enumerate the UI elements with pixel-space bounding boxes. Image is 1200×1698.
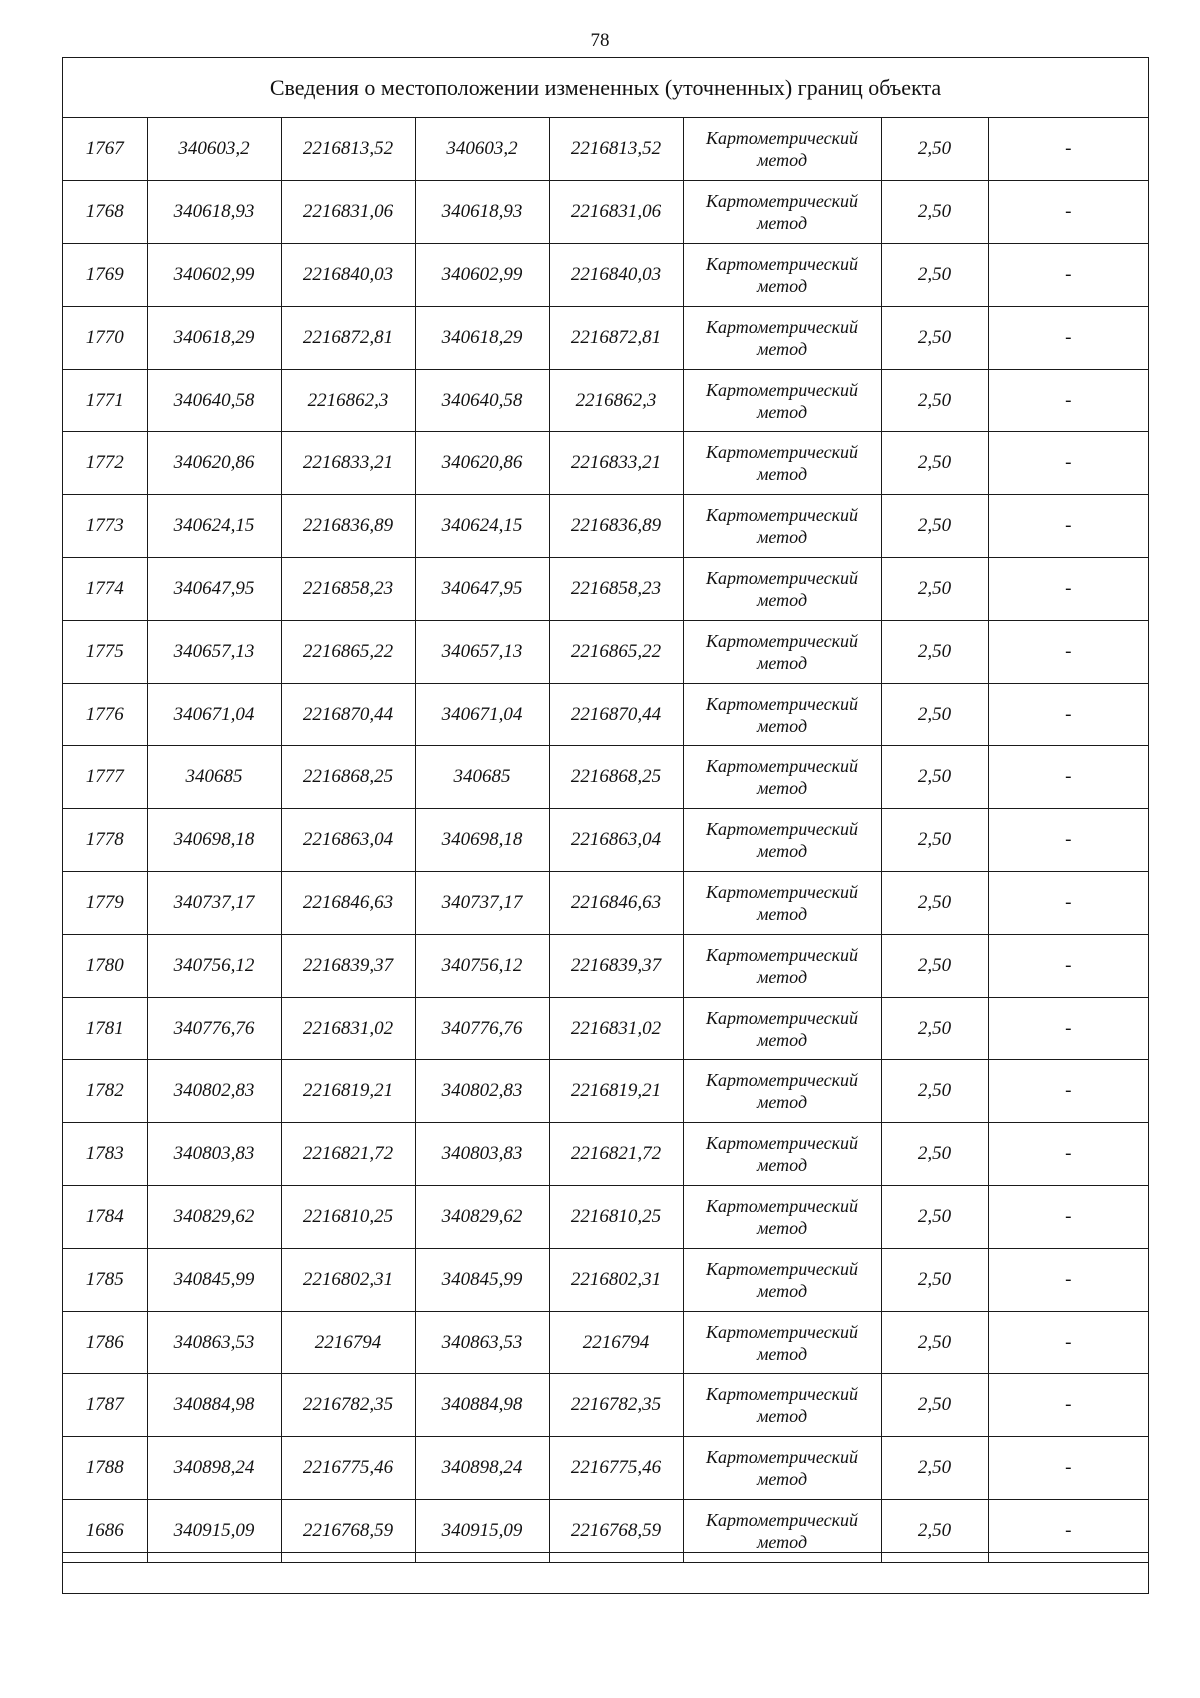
y-new-cell: 2216862,3 — [549, 369, 683, 432]
y-existing-cell: 2216846,63 — [281, 872, 415, 935]
y-new-cell: 2216819,21 — [549, 1060, 683, 1123]
method-cell — [683, 620, 881, 683]
point-number-cell: 1776 — [63, 683, 147, 746]
accuracy-cell: 2,50 — [881, 118, 988, 181]
method-cell — [683, 746, 881, 809]
x-existing-cell: 340657,13 — [147, 620, 281, 683]
y-new-cell: 2216794 — [549, 1311, 683, 1374]
point-number-cell: 1785 — [63, 1248, 147, 1311]
note-cell: - — [988, 1374, 1148, 1437]
table-body — [63, 118, 1148, 1562]
method-line-1: Картометрический — [705, 944, 858, 965]
method-line-1: Картометрический — [705, 191, 858, 212]
x-existing-cell: 340829,62 — [147, 1186, 281, 1249]
x-new-cell: 340829,62 — [415, 1186, 549, 1249]
method-cell — [683, 1060, 881, 1123]
table-row — [63, 558, 1148, 621]
method-cell — [683, 558, 881, 621]
method-line-2: метод — [756, 1092, 808, 1113]
point-number-cell: 1773 — [63, 495, 147, 558]
note-cell: - — [988, 1123, 1148, 1186]
point-number-cell: 1783 — [63, 1123, 147, 1186]
method-line-2: метод — [756, 589, 808, 610]
method-line-2: метод — [756, 1029, 808, 1050]
table-row — [63, 1248, 1148, 1311]
point-number-cell: 1782 — [63, 1060, 147, 1123]
x-existing-cell: 340756,12 — [147, 934, 281, 997]
y-new-cell: 2216831,02 — [549, 997, 683, 1060]
method-line-2: метод — [756, 841, 808, 862]
x-existing-cell: 340647,95 — [147, 558, 281, 621]
table-row — [63, 1437, 1148, 1500]
x-existing-cell: 340602,99 — [147, 244, 281, 307]
y-new-cell: 2216802,31 — [549, 1248, 683, 1311]
y-new-cell: 2216839,37 — [549, 934, 683, 997]
y-existing-cell: 2216821,72 — [281, 1123, 415, 1186]
coordinates-table — [63, 118, 1148, 1563]
x-new-cell: 340647,95 — [415, 558, 549, 621]
y-new-cell: 2216858,23 — [549, 558, 683, 621]
accuracy-cell: 2,50 — [881, 1311, 988, 1374]
x-new-cell: 340618,93 — [415, 181, 549, 244]
y-existing-cell: 2216810,25 — [281, 1186, 415, 1249]
y-new-cell: 2216813,52 — [549, 118, 683, 181]
x-existing-cell: 340845,99 — [147, 1248, 281, 1311]
y-existing-cell: 2216833,21 — [281, 432, 415, 495]
method-line-1: Картометрический — [705, 253, 858, 274]
x-new-cell: 340698,18 — [415, 809, 549, 872]
point-number-cell: 1784 — [63, 1186, 147, 1249]
note-cell: - — [988, 306, 1148, 369]
accuracy-cell: 2,50 — [881, 432, 988, 495]
point-number-cell: 1770 — [63, 306, 147, 369]
accuracy-cell: 2,50 — [881, 683, 988, 746]
method-line-2: метод — [756, 150, 808, 171]
accuracy-cell: 2,50 — [881, 809, 988, 872]
method-cell — [683, 181, 881, 244]
table-row — [63, 244, 1148, 307]
x-existing-cell: 340737,17 — [147, 872, 281, 935]
method-cell — [683, 934, 881, 997]
x-existing-cell: 340671,04 — [147, 683, 281, 746]
note-cell: - — [988, 746, 1148, 809]
y-existing-cell: 2216831,06 — [281, 181, 415, 244]
method-cell — [683, 1248, 881, 1311]
note-cell: - — [988, 181, 1148, 244]
note-cell: - — [988, 934, 1148, 997]
x-existing-cell: 340884,98 — [147, 1374, 281, 1437]
note-cell: - — [988, 244, 1148, 307]
y-new-cell: 2216810,25 — [549, 1186, 683, 1249]
method-line-1: Картометрический — [705, 1447, 858, 1468]
x-existing-cell: 340618,93 — [147, 181, 281, 244]
point-number-cell: 1772 — [63, 432, 147, 495]
method-line-2: метод — [756, 1217, 808, 1238]
method-cell — [683, 1374, 881, 1437]
y-existing-cell: 2216802,31 — [281, 1248, 415, 1311]
x-new-cell: 340685 — [415, 746, 549, 809]
point-number-cell: 1788 — [63, 1437, 147, 1500]
point-number-cell: 1775 — [63, 620, 147, 683]
x-new-cell: 340737,17 — [415, 872, 549, 935]
y-existing-cell: 2216794 — [281, 1311, 415, 1374]
method-cell — [683, 1186, 881, 1249]
table-row — [63, 181, 1148, 244]
x-new-cell: 340898,24 — [415, 1437, 549, 1500]
y-new-cell: 2216768,59 — [549, 1500, 683, 1563]
point-number-cell: 1769 — [63, 244, 147, 307]
x-existing-cell: 340603,2 — [147, 118, 281, 181]
y-new-cell: 2216868,25 — [549, 746, 683, 809]
accuracy-cell: 2,50 — [881, 1500, 988, 1563]
accuracy-cell: 2,50 — [881, 1374, 988, 1437]
table-row — [63, 1123, 1148, 1186]
table-row — [63, 118, 1148, 181]
x-existing-cell: 340618,29 — [147, 306, 281, 369]
x-existing-cell: 340898,24 — [147, 1437, 281, 1500]
x-new-cell: 340624,15 — [415, 495, 549, 558]
table-row — [63, 934, 1148, 997]
table-row — [63, 746, 1148, 809]
method-cell — [683, 432, 881, 495]
accuracy-cell: 2,50 — [881, 1186, 988, 1249]
method-line-1: Картометрический — [705, 1384, 858, 1405]
table-row — [63, 809, 1148, 872]
accuracy-cell: 2,50 — [881, 181, 988, 244]
note-cell: - — [988, 683, 1148, 746]
point-number-cell: 1768 — [63, 181, 147, 244]
accuracy-cell: 2,50 — [881, 369, 988, 432]
y-new-cell: 2216821,72 — [549, 1123, 683, 1186]
y-existing-cell: 2216863,04 — [281, 809, 415, 872]
y-existing-cell: 2216862,3 — [281, 369, 415, 432]
x-new-cell: 340657,13 — [415, 620, 549, 683]
method-line-1: Картометрический — [705, 505, 858, 526]
y-existing-cell: 2216840,03 — [281, 244, 415, 307]
x-new-cell: 340884,98 — [415, 1374, 549, 1437]
method-line-1: Картометрический — [705, 1321, 858, 1342]
y-existing-cell: 2216819,21 — [281, 1060, 415, 1123]
y-existing-cell: 2216870,44 — [281, 683, 415, 746]
method-line-2: метод — [756, 715, 808, 736]
y-new-cell: 2216846,63 — [549, 872, 683, 935]
y-new-cell: 2216865,22 — [549, 620, 683, 683]
page-number: 78 — [590, 30, 610, 51]
x-existing-cell: 340640,58 — [147, 369, 281, 432]
point-number-cell: 1771 — [63, 369, 147, 432]
x-new-cell: 340671,04 — [415, 683, 549, 746]
x-existing-cell: 340863,53 — [147, 1311, 281, 1374]
table-row — [63, 495, 1148, 558]
x-new-cell: 340602,99 — [415, 244, 549, 307]
method-cell — [683, 997, 881, 1060]
method-line-1: Картометрический — [705, 128, 858, 149]
y-new-cell: 2216836,89 — [549, 495, 683, 558]
table-row — [63, 432, 1148, 495]
method-line-1: Картометрический — [705, 1509, 858, 1530]
table-row — [63, 306, 1148, 369]
y-existing-cell: 2216868,25 — [281, 746, 415, 809]
note-cell: - — [988, 1437, 1148, 1500]
accuracy-cell: 2,50 — [881, 934, 988, 997]
y-new-cell: 2216863,04 — [549, 809, 683, 872]
method-line-1: Картометрический — [705, 567, 858, 588]
method-cell — [683, 369, 881, 432]
x-new-cell: 340640,58 — [415, 369, 549, 432]
table-row — [63, 1060, 1148, 1123]
y-new-cell: 2216870,44 — [549, 683, 683, 746]
method-line-2: метод — [756, 275, 808, 296]
x-new-cell: 340845,99 — [415, 1248, 549, 1311]
method-cell — [683, 244, 881, 307]
method-line-2: метод — [756, 401, 808, 422]
note-cell: - — [988, 809, 1148, 872]
point-number-cell: 1767 — [63, 118, 147, 181]
x-new-cell: 340915,09 — [415, 1500, 549, 1563]
method-line-2: метод — [756, 903, 808, 924]
y-existing-cell: 2216865,22 — [281, 620, 415, 683]
method-line-2: метод — [756, 527, 808, 548]
method-line-2: метод — [756, 1469, 808, 1490]
accuracy-cell: 2,50 — [881, 872, 988, 935]
x-new-cell: 340603,2 — [415, 118, 549, 181]
method-line-2: метод — [756, 652, 808, 673]
note-cell: - — [988, 432, 1148, 495]
point-number-cell: 1777 — [63, 746, 147, 809]
method-line-2: метод — [756, 464, 808, 485]
method-cell — [683, 872, 881, 935]
x-existing-cell: 340915,09 — [147, 1500, 281, 1563]
y-new-cell: 2216831,06 — [549, 181, 683, 244]
y-existing-cell: 2216836,89 — [281, 495, 415, 558]
method-line-2: метод — [756, 1406, 808, 1427]
table-footer-row — [63, 1552, 1148, 1593]
method-line-1: Картометрический — [705, 1007, 858, 1028]
method-cell — [683, 1311, 881, 1374]
y-new-cell: 2216782,35 — [549, 1374, 683, 1437]
method-cell — [683, 809, 881, 872]
point-number-cell: 1787 — [63, 1374, 147, 1437]
note-cell: - — [988, 1060, 1148, 1123]
table-row — [63, 1374, 1148, 1437]
note-cell: - — [988, 1311, 1148, 1374]
y-existing-cell: 2216839,37 — [281, 934, 415, 997]
method-line-1: Картометрический — [705, 379, 858, 400]
x-existing-cell: 340803,83 — [147, 1123, 281, 1186]
method-line-1: Картометрический — [705, 1133, 858, 1154]
note-cell: - — [988, 620, 1148, 683]
method-line-1: Картометрический — [705, 1195, 858, 1216]
point-number-cell: 1778 — [63, 809, 147, 872]
table-title: Сведения о местоположении измененных (уточненных) границ объекта — [63, 58, 1148, 118]
method-cell — [683, 495, 881, 558]
x-existing-cell: 340802,83 — [147, 1060, 281, 1123]
accuracy-cell: 2,50 — [881, 244, 988, 307]
y-new-cell: 2216775,46 — [549, 1437, 683, 1500]
y-existing-cell: 2216858,23 — [281, 558, 415, 621]
table-row — [63, 872, 1148, 935]
x-new-cell: 340863,53 — [415, 1311, 549, 1374]
x-new-cell: 340802,83 — [415, 1060, 549, 1123]
point-number-cell: 1774 — [63, 558, 147, 621]
x-new-cell: 340620,86 — [415, 432, 549, 495]
table-row — [63, 683, 1148, 746]
y-existing-cell: 2216813,52 — [281, 118, 415, 181]
table-row — [63, 1186, 1148, 1249]
y-existing-cell: 2216768,59 — [281, 1500, 415, 1563]
y-existing-cell: 2216831,02 — [281, 997, 415, 1060]
accuracy-cell: 2,50 — [881, 495, 988, 558]
point-number-cell: 1786 — [63, 1311, 147, 1374]
x-new-cell: 340776,76 — [415, 997, 549, 1060]
method-line-2: метод — [756, 1343, 808, 1364]
point-number-cell: 1686 — [63, 1500, 147, 1563]
method-line-1: Картометрический — [705, 1070, 858, 1091]
table-row — [63, 369, 1148, 432]
table-row — [63, 620, 1148, 683]
x-new-cell: 340756,12 — [415, 934, 549, 997]
y-existing-cell: 2216872,81 — [281, 306, 415, 369]
note-cell: - — [988, 495, 1148, 558]
y-new-cell: 2216833,21 — [549, 432, 683, 495]
method-line-1: Картометрический — [705, 316, 858, 337]
point-number-cell: 1779 — [63, 872, 147, 935]
y-existing-cell: 2216782,35 — [281, 1374, 415, 1437]
y-new-cell: 2216872,81 — [549, 306, 683, 369]
method-line-1: Картометрический — [705, 819, 858, 840]
method-line-1: Картометрический — [705, 693, 858, 714]
note-cell: - — [988, 997, 1148, 1060]
method-cell — [683, 683, 881, 746]
boundary-table-sheet — [62, 57, 1149, 1594]
note-cell: - — [988, 118, 1148, 181]
method-line-1: Картометрический — [705, 756, 858, 777]
note-cell: - — [988, 1500, 1148, 1563]
x-new-cell: 340803,83 — [415, 1123, 549, 1186]
note-cell: - — [988, 1248, 1148, 1311]
method-line-1: Картометрический — [705, 1258, 858, 1279]
method-line-2: метод — [756, 778, 808, 799]
accuracy-cell: 2,50 — [881, 558, 988, 621]
x-existing-cell: 340698,18 — [147, 809, 281, 872]
note-cell: - — [988, 1186, 1148, 1249]
accuracy-cell: 2,50 — [881, 1248, 988, 1311]
table-row — [63, 1311, 1148, 1374]
method-line-1: Картометрический — [705, 442, 858, 463]
note-cell: - — [988, 558, 1148, 621]
table-row — [63, 997, 1148, 1060]
accuracy-cell: 2,50 — [881, 746, 988, 809]
method-line-2: метод — [756, 338, 808, 359]
accuracy-cell: 2,50 — [881, 997, 988, 1060]
accuracy-cell: 2,50 — [881, 1060, 988, 1123]
method-cell — [683, 118, 881, 181]
method-line-2: метод — [756, 1280, 808, 1301]
method-line-2: метод — [756, 966, 808, 987]
accuracy-cell: 2,50 — [881, 620, 988, 683]
method-line-1: Картометрический — [705, 630, 858, 651]
accuracy-cell: 2,50 — [881, 306, 988, 369]
x-existing-cell: 340685 — [147, 746, 281, 809]
note-cell: - — [988, 369, 1148, 432]
method-cell — [683, 1123, 881, 1186]
method-line-1: Картометрический — [705, 881, 858, 902]
method-line-2: метод — [756, 1155, 808, 1176]
method-line-2: метод — [756, 1531, 808, 1552]
note-cell: - — [988, 872, 1148, 935]
x-existing-cell: 340776,76 — [147, 997, 281, 1060]
point-number-cell: 1781 — [63, 997, 147, 1060]
point-number-cell: 1780 — [63, 934, 147, 997]
method-cell — [683, 306, 881, 369]
y-new-cell: 2216840,03 — [549, 244, 683, 307]
y-existing-cell: 2216775,46 — [281, 1437, 415, 1500]
method-cell — [683, 1437, 881, 1500]
method-line-2: метод — [756, 213, 808, 234]
x-new-cell: 340618,29 — [415, 306, 549, 369]
x-existing-cell: 340624,15 — [147, 495, 281, 558]
x-existing-cell: 340620,86 — [147, 432, 281, 495]
accuracy-cell: 2,50 — [881, 1437, 988, 1500]
accuracy-cell: 2,50 — [881, 1123, 988, 1186]
